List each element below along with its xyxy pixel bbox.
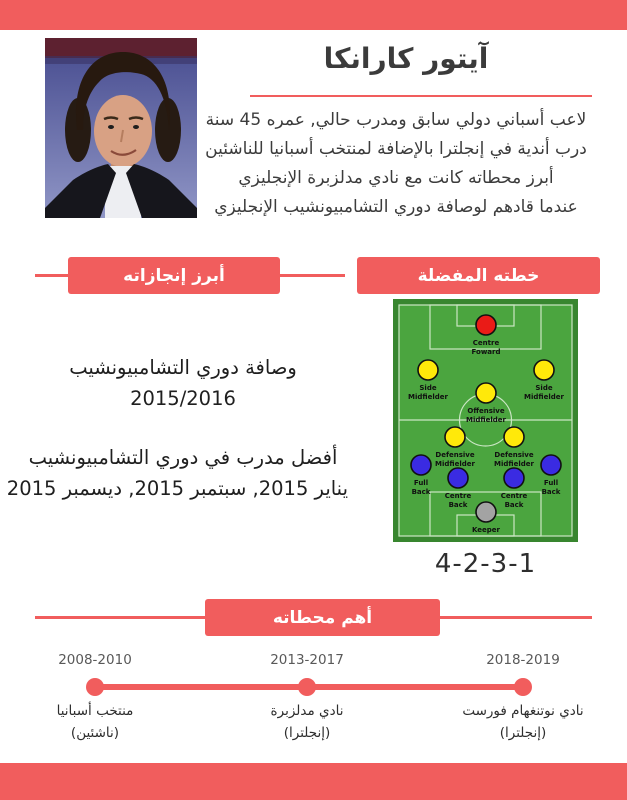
player-marker: [418, 360, 438, 380]
timeline-entry: [438, 652, 608, 752]
player-label: Midfielder: [408, 393, 448, 401]
achievement-detail: 2015/2016: [130, 387, 236, 410]
top-accent-bar: [0, 0, 627, 30]
timeline-entry: [227, 652, 387, 752]
player-label: Centre: [444, 492, 472, 500]
bottom-accent-bar: [0, 763, 627, 800]
player-label: Side: [419, 384, 437, 392]
timeline-country: (إنجلترا): [499, 725, 547, 741]
player-label: Midfielder: [435, 460, 475, 468]
player-marker: [445, 427, 465, 447]
player-marker: [504, 468, 524, 488]
timeline-header: أهم محطاته: [205, 599, 440, 636]
player-label: Defensive: [435, 451, 475, 459]
timeline-country: (إنجلترا): [283, 725, 331, 741]
player-label: Full: [413, 479, 429, 487]
player-label: Foward: [471, 348, 501, 356]
bio-text: [180, 106, 612, 222]
timeline-club: نادي مدلزبرة: [270, 703, 344, 719]
player-label: Midfielder: [466, 416, 506, 424]
player-label: Midfielder: [494, 460, 534, 468]
player-label: Centre: [472, 339, 500, 347]
timeline-club: منتخب أسبانيا: [56, 703, 134, 719]
player-marker: [476, 502, 496, 522]
achievements-list: [6, 352, 348, 532]
player-label: Back: [411, 488, 431, 496]
timeline-label: [438, 700, 608, 744]
player-label: Defensive: [494, 451, 534, 459]
formation-pitch-diagram: [393, 299, 578, 542]
achievement-item: [18, 352, 348, 414]
player-label: Offensive: [467, 407, 505, 415]
player-label: Back: [541, 488, 561, 496]
timeline-label: [15, 700, 175, 744]
player-label: Midfielder: [524, 393, 564, 401]
achievement-item: [6, 442, 348, 504]
timeline-country: (ناشئين): [70, 725, 120, 741]
timeline-period: 2013-2017: [270, 652, 344, 668]
timeline-period: 2018-2019: [486, 652, 560, 668]
formation-name: 4-2-3-1: [434, 549, 537, 579]
page-title: آيتور كارانكا: [323, 42, 489, 75]
timeline-label: [227, 700, 387, 744]
player-marker: [476, 383, 496, 403]
timeline-club: نادي نوتنغهام فورست: [462, 703, 584, 719]
player-marker: [411, 455, 431, 475]
timeline-entry: [15, 652, 175, 752]
player-label: Back: [504, 501, 524, 509]
bio-line: أبرز محطاته كانت مع نادي مدلزبرة الإنجليزي: [238, 168, 554, 188]
formation-header: خطته المفضلة: [357, 257, 600, 294]
player-label: Centre: [500, 492, 528, 500]
achievement-title: أفضل مدرب في دوري التشامبيونشيب: [28, 446, 338, 469]
pitch-svg: [393, 299, 578, 542]
title-underline: [250, 95, 592, 97]
player-marker: [448, 468, 468, 488]
achievement-detail: يناير 2015, سبتمبر 2015, ديسمبر 2015: [6, 477, 348, 500]
timeline-period: 2008-2010: [58, 652, 132, 668]
player-label: Keeper: [471, 526, 501, 534]
bio-line: عندما قادهم لوصافة دوري التشامبيونشيب الإنجليزي: [214, 197, 578, 217]
bio-line: لاعب أسباني دولي سابق ومدرب حالي, عمره 45 سنة: [205, 110, 587, 130]
player-label: Back: [448, 501, 468, 509]
player-marker: [504, 427, 524, 447]
player-marker: [476, 315, 496, 335]
portrait-illustration: [45, 38, 197, 218]
achievement-title: وصافة دوري التشامبيونشيب: [69, 356, 297, 379]
profile-photo: [45, 38, 197, 218]
achievements-header: أبرز إنجازاته: [68, 257, 280, 294]
player-label: Full: [543, 479, 559, 487]
bio-line: درب أندية في إنجلترا بالإضافة لمنتخب أسبانيا للناشئين: [205, 139, 587, 159]
player-label: Side: [535, 384, 553, 392]
player-marker: [534, 360, 554, 380]
player-marker: [541, 455, 561, 475]
